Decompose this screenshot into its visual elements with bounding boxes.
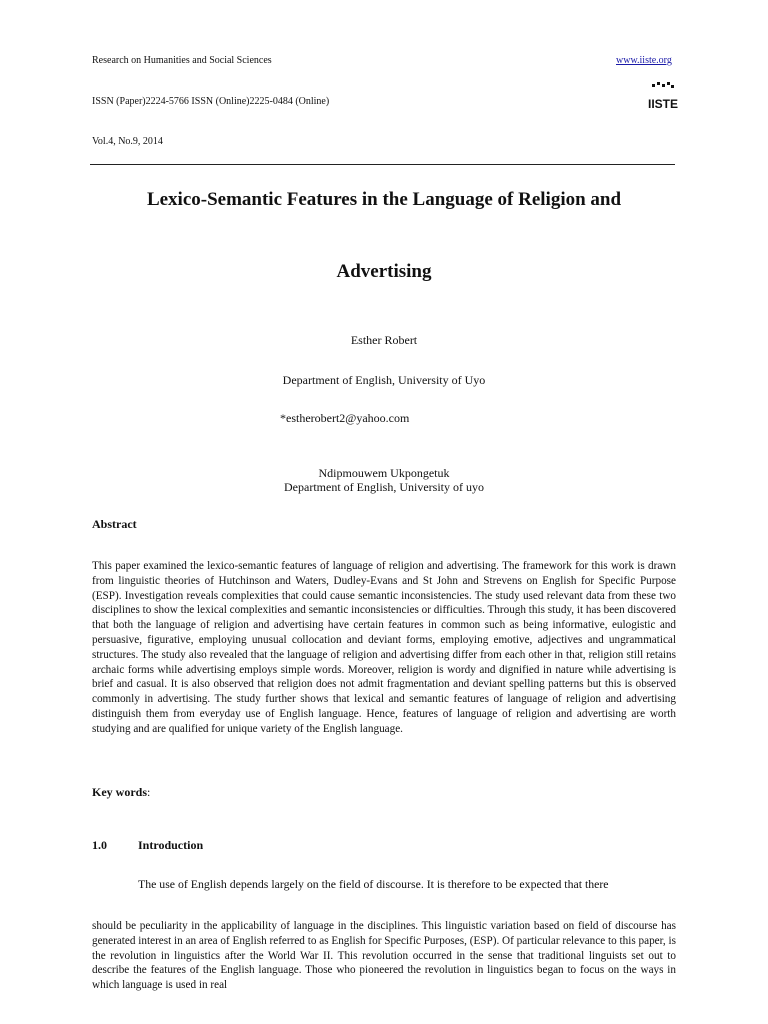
abstract-text: This paper examined the lexico-semantic features of language of religion and advertising. The framework for this work is drawn from linguistic theories of Hutchinson and Waters, Dudley-Evans and St John and Strevens on English for Specific Purpose (ESP). Investigation reveals complexities that could cause semantic inconsistencies. The study used relevant data from these two disciplines to show the lexical complexities and semantic inconsistencies or difficulties. Through this study, it has been discovered that both the language of religion and advertising have certain features in common such as being informative, eulogistic and persuasive, figurative, employing unusual collocation and deviant forms, employing emotive, adjectives and ungrammatical structures. The study also revealed that the language of religion and advertising differ from each other in that, religion still retains archaic forms while advertising employs simple words. Moreover, religion is wordy and dignified in nature while advertising is brief and casual. It is also observed that religion does not admit fragmentation and deviant spelling patterns but this is observed commonly in advertising. The study further shows that lexical and semantic features of language of religion and advertising distinguish them from everyday use of English language. Hence, features of language of religion and advertising are worth studying and are qualified for unique variety of the English language.	[92, 560, 676, 735]
keywords-colon: :	[147, 785, 151, 799]
iiste-logo	[647, 82, 679, 111]
author-name: Esther Robert	[350, 333, 418, 347]
volume-line: Vol.4, No.9, 2014	[92, 136, 163, 147]
header-rule	[90, 164, 675, 165]
website-link[interactable]: www.iiste.org	[616, 55, 672, 66]
author-email: *estherobert2@yahoo.com	[280, 411, 410, 425]
keywords-line	[92, 785, 150, 800]
issn-line: ISSN (Paper)2224-5766 ISSN (Online)2225-0484 (Online)	[92, 96, 330, 107]
section-number: 1.0	[92, 838, 107, 852]
intro-paragraph-start: The use of English depends largely on the field of discourse. It is therefore to be expected that there	[138, 877, 609, 891]
author-affiliation: Department of English, University of Uyo	[282, 373, 486, 387]
journal-name: Research on Humanities and Social Sciences	[92, 55, 272, 66]
svg-text:IISTE: IISTE	[647, 97, 679, 111]
paper-title-line1: Lexico-Semantic Features in the Language of Religion and	[146, 189, 622, 210]
author-name: Ndipmouwem Ukpongetuk	[318, 466, 450, 480]
abstract-heading: Abstract	[92, 517, 137, 531]
keywords-heading: Key words	[92, 785, 147, 799]
section-heading: Introduction	[138, 838, 204, 852]
author-affiliation: Department of English, University of uyo	[284, 480, 484, 494]
paper-title-line2: Advertising	[336, 261, 432, 282]
intro-paragraph: should be peculiarity in the applicability of language in the disciplines. This linguistic variation based on field of discourse has generated interest in an area of English referred to as English for Specific Purposes, (ESP). Of particular relevance to this paper, is the revolution in linguistics after the World War II. This revolution occurred in the sense that traditional linguists set out to describe the features of the English language. Those who pioneered the revolution in linguistics began to focus on the ways in which language is used in real	[92, 920, 676, 992]
